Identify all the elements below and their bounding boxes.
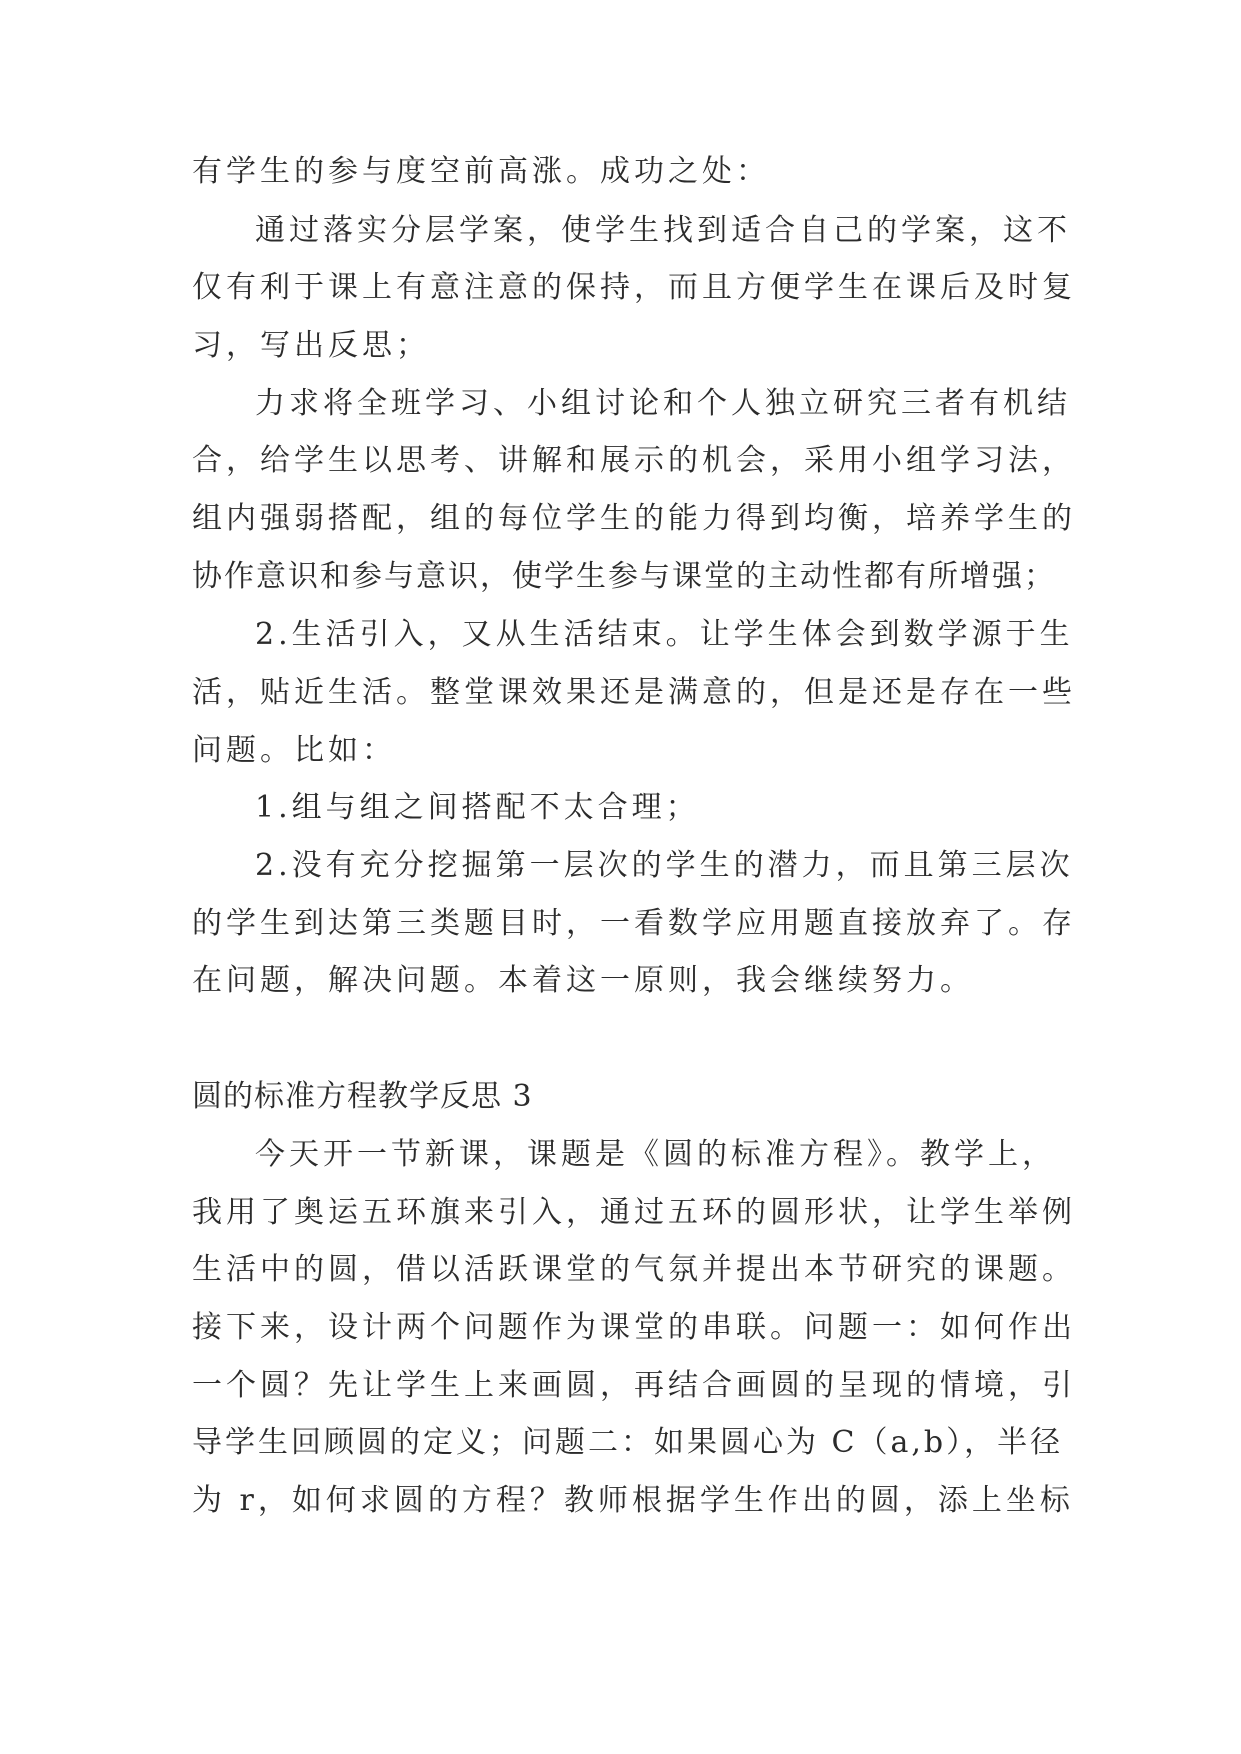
paragraph-line: 问题。比如： [192,733,396,768]
paragraph-line: 接下来，设计两个问题作为课堂的串联。问题一：如何作出 [192,1310,1076,1345]
paragraph-line: 通过落实分层学案，使学生找到适合自己的学案，这不 [255,213,1071,248]
paragraph-line: 一个圆？先让学生上来画圆，再结合画圆的呈现的情境，引 [192,1368,1076,1403]
paragraph-line: 为 r，如何求圆的方程？教师根据学生作出的圆，添上坐标 [192,1483,1074,1518]
paragraph-line: 合，给学生以思考、讲解和展示的机会，采用小组学习法， [192,443,1076,478]
paragraph-line: 力求将全班学习、小组讨论和个人独立研究三者有机结 [255,386,1071,421]
paragraph-line: 仅有利于课上有意注意的保持，而且方便学生在课后及时复 [192,270,1076,305]
paragraph-line: 2.没有充分挖掘第一层次的学生的潜力，而且第三层次 [255,848,1074,883]
paragraph-line: 我用了奥运五环旗来引入，通过五环的圆形状，让学生举例 [192,1195,1076,1230]
paragraph-line: 2.生活引入，又从生活结束。让学生体会到数学源于生 [255,617,1074,652]
paragraph-line: 组内强弱搭配，组的每位学生的能力得到均衡，培养学生的 [192,501,1076,536]
paragraph-line: 1.组与组之间搭配不太合理； [255,790,700,825]
paragraph-line: 生活中的圆，借以活跃课堂的气氛并提出本节研究的课题。 [192,1252,1076,1287]
paragraph-line: 活，贴近生活。整堂课效果还是满意的，但是还是存在一些 [192,675,1076,710]
paragraph-line: 在问题，解决问题。本着这一原则，我会继续努力。 [192,963,974,998]
paragraph-line: 有学生的参与度空前高涨。成功之处： [192,154,770,189]
paragraph-line: 的学生到达第三类题目时，一看数学应用题直接放弃了。存 [192,906,1076,941]
paragraph-line: 习，写出反思； [192,328,430,363]
section-title: 圆的标准方程教学反思 3 [192,1079,533,1114]
paragraph-line: 协作意识和参与意识，使学生参与课堂的主动性都有所增强； [192,559,1056,594]
paragraph-line: 导学生回顾圆的定义；问题二：如果圆心为 C（a,b），半径 [192,1425,1064,1460]
paragraph-line: 今天开一节新课，课题是《圆的标准方程》。教学上， [255,1137,1056,1172]
